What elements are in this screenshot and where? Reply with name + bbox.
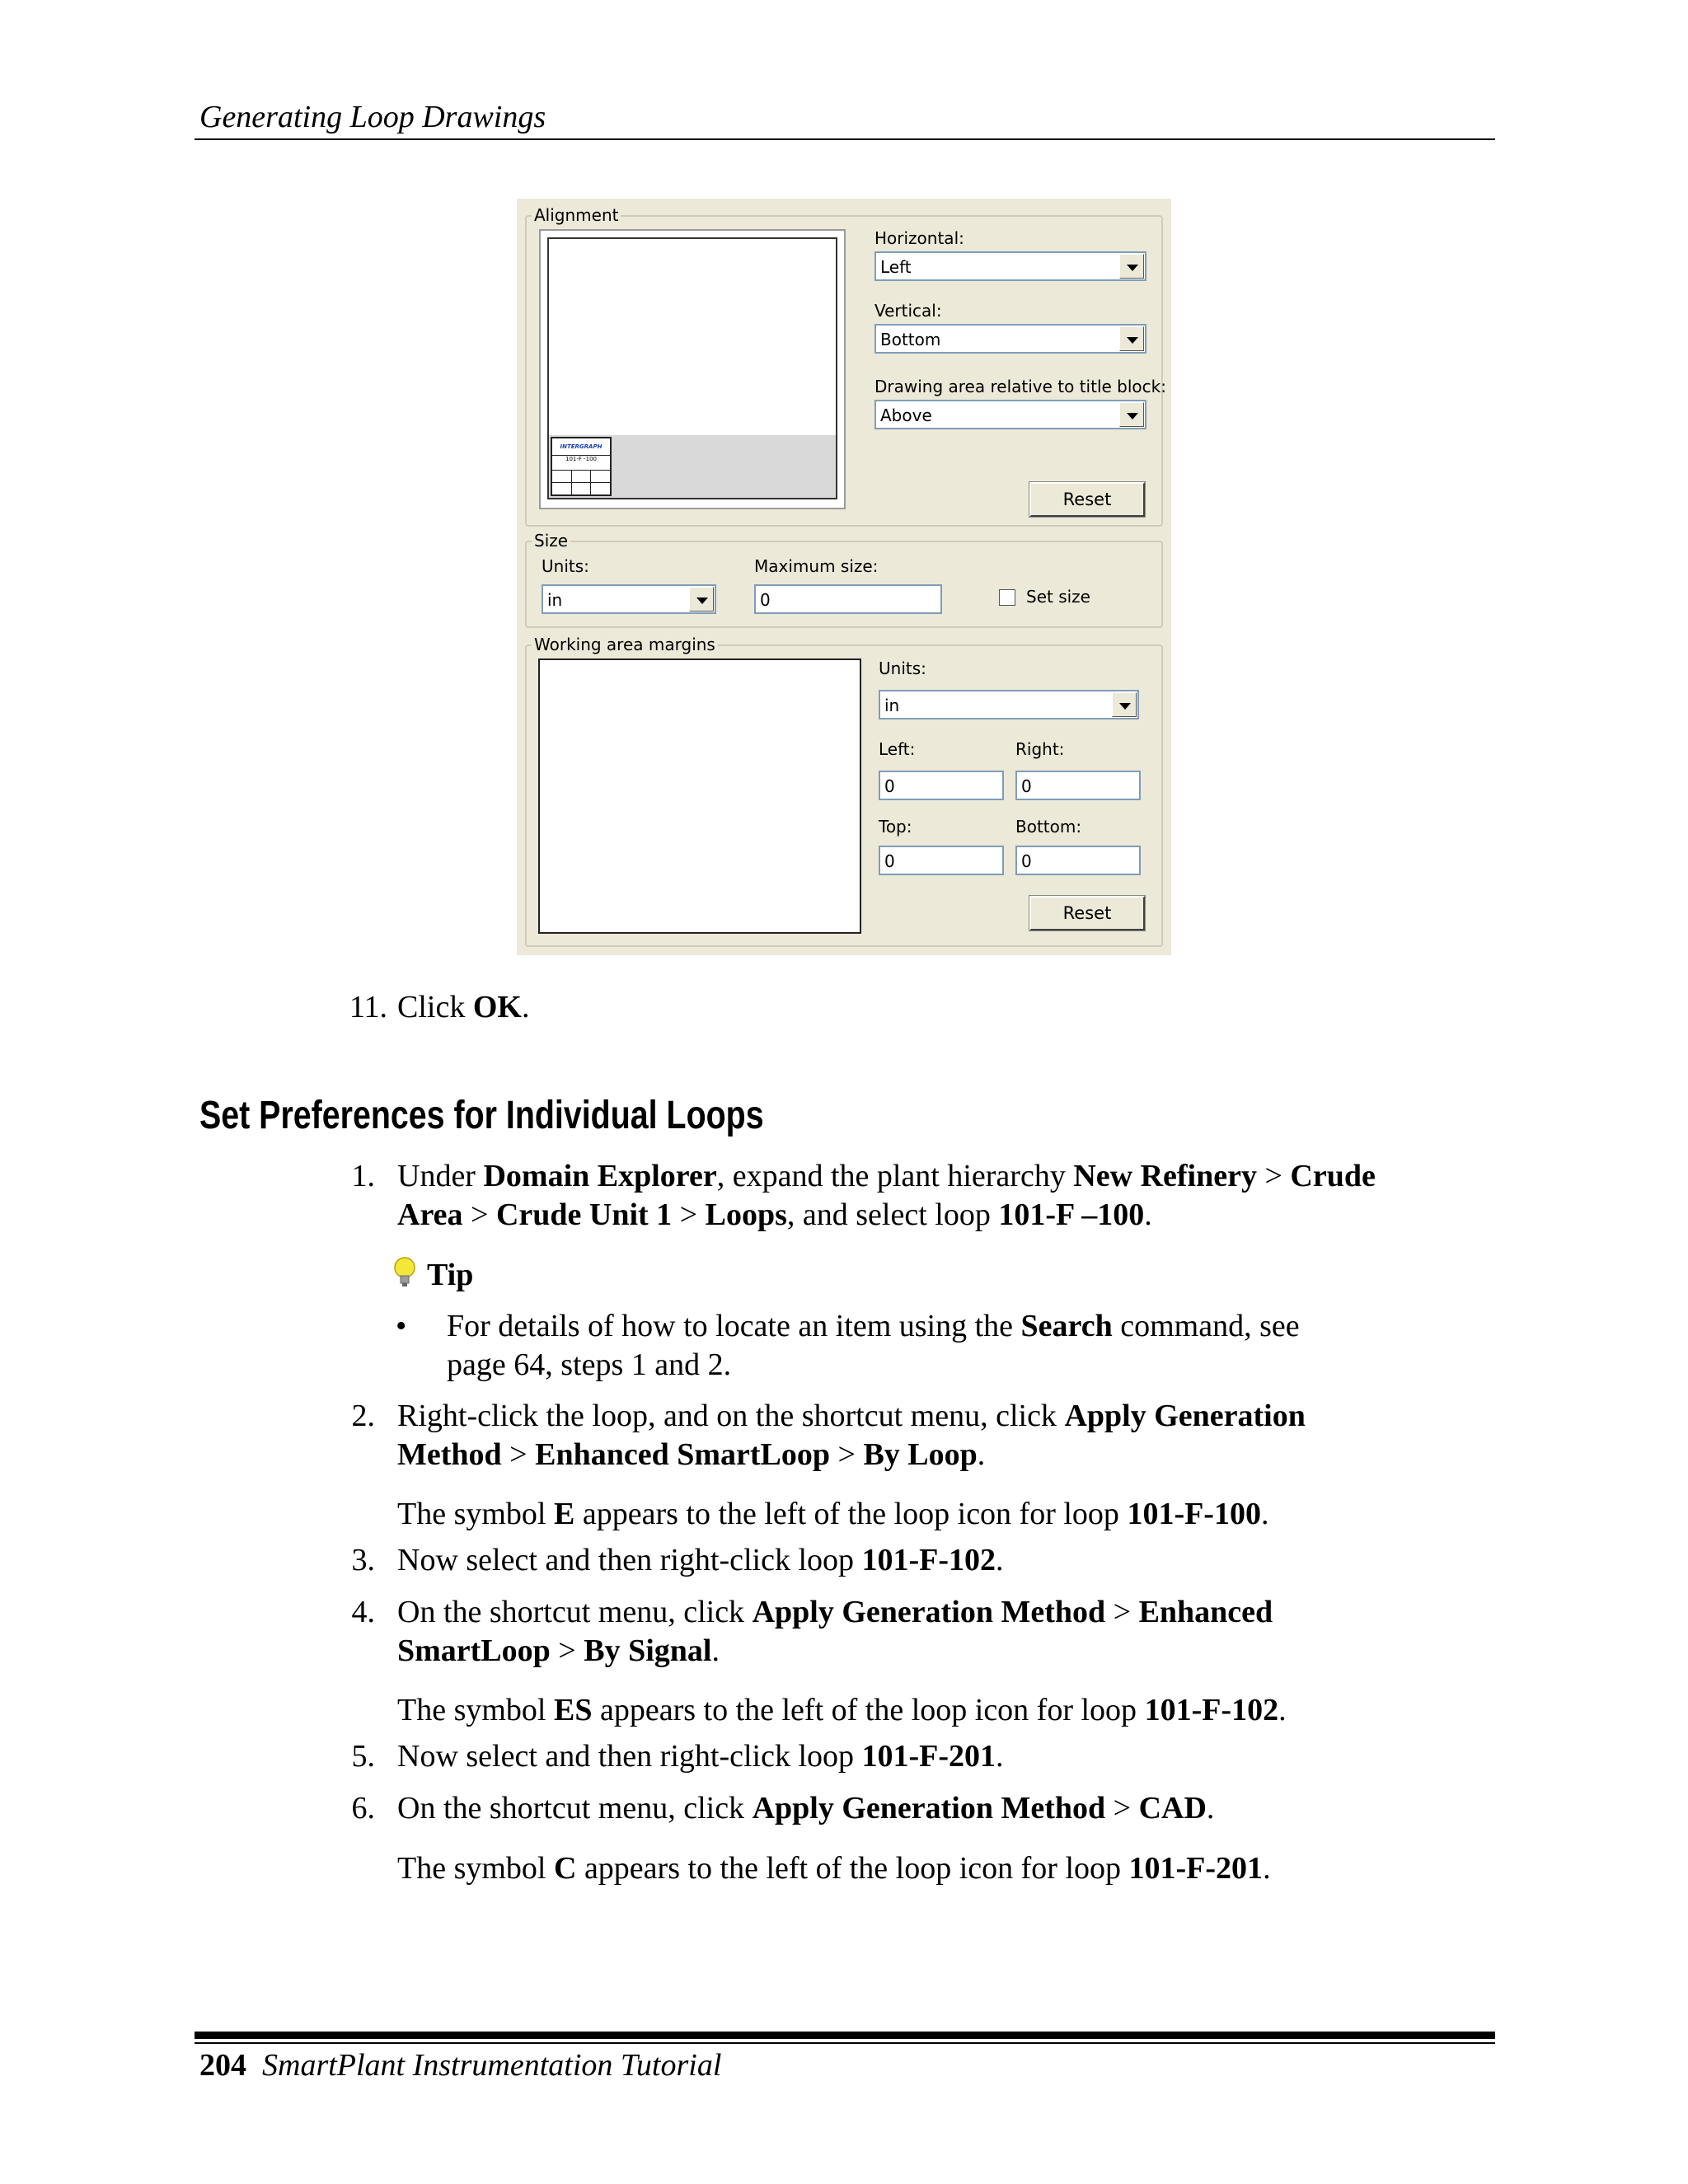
margin-right-label: Right:	[1015, 739, 1065, 759]
drawing-area-select-value: Above	[880, 405, 932, 425]
header-rule	[195, 138, 1495, 140]
chevron-down-icon[interactable]	[1119, 326, 1144, 351]
section-heading: Set Preferences for Individual Loops	[199, 1094, 764, 1137]
tip-line-1: For details of how to locate an item using the Search command, see	[447, 1309, 1300, 1343]
footer-title: SmartPlant Instrumentation Tutorial	[262, 2048, 722, 2083]
margin-right-input[interactable]	[1015, 771, 1141, 800]
step-11-text: Click OK.	[397, 990, 530, 1024]
step-4-line-2: SmartLoop > By Signal.	[397, 1633, 720, 1668]
step-3-text: Now select and then right-click loop 101-F-102.	[397, 1543, 1004, 1577]
working-area-margins-title: Working area margins	[532, 635, 718, 654]
step-5-text: Now select and then right-click loop 101-F-201.	[397, 1739, 1004, 1774]
margin-bottom-input[interactable]	[1015, 846, 1141, 875]
step-11-number: 11.	[349, 990, 387, 1024]
margins-units-select[interactable]	[879, 690, 1139, 719]
preview-loop-number: 101-F -100	[552, 455, 610, 462]
footer-rule-thick	[195, 2032, 1495, 2039]
lightbulb-icon	[392, 1256, 417, 1289]
step-1-line-1: Under Domain Explorer, expand the plant hierarchy New Refinery > Crude	[397, 1159, 1376, 1193]
step-1-line-2: Area > Crude Unit 1 > Loops, and select loop 101-F –100.	[397, 1197, 1152, 1232]
margins-units-label: Units:	[879, 658, 926, 678]
drawing-area-label: Drawing area relative to title block:	[874, 377, 1166, 396]
set-size-label[interactable]: Set size	[1026, 587, 1090, 607]
horizontal-select[interactable]	[874, 251, 1146, 281]
maximum-size-input[interactable]	[754, 584, 942, 614]
step-4-number: 4.	[351, 1595, 375, 1629]
step-5-number: 5.	[351, 1739, 375, 1774]
tip-bullet: •	[396, 1309, 407, 1343]
page-number: 204	[199, 2048, 246, 2083]
tip-label: Tip	[427, 1258, 474, 1292]
margin-left-value: 0	[884, 776, 895, 796]
chevron-down-icon[interactable]	[1119, 402, 1144, 427]
running-header: Generating Loop Drawings	[199, 100, 546, 134]
margins-preview	[538, 658, 861, 934]
alignment-group-title: Alignment	[532, 205, 621, 225]
margin-top-input[interactable]	[879, 846, 1004, 875]
step-6-line-1: On the shortcut menu, click Apply Generation Method > CAD.	[397, 1791, 1215, 1825]
preview-drawing-area	[547, 237, 837, 499]
footer-rule-thin	[195, 2042, 1495, 2044]
margin-left-input[interactable]	[879, 771, 1004, 800]
chevron-down-icon[interactable]	[1119, 254, 1144, 279]
size-units-value: in	[547, 590, 563, 610]
alignment-reset-button[interactable]: Reset	[1029, 482, 1145, 517]
maximum-size-value: 0	[760, 590, 771, 610]
drawing-layout-dialog	[517, 199, 1171, 955]
margin-left-label: Left:	[879, 739, 916, 759]
vertical-select-value: Bottom	[880, 330, 941, 349]
margins-reset-button[interactable]: Reset	[1029, 896, 1145, 930]
step-6-result: The symbol C appears to the left of the loop icon for loop 101-F-201.	[397, 1851, 1271, 1886]
size-units-select[interactable]	[542, 584, 716, 614]
margin-top-label: Top:	[879, 817, 912, 837]
step-3-number: 3.	[351, 1543, 375, 1577]
step-2-line-1: Right-click the loop, and on the shortcut menu, click Apply Generation	[397, 1399, 1306, 1433]
chevron-down-icon[interactable]	[1112, 692, 1137, 717]
tip-line-2: page 64, steps 1 and 2.	[447, 1347, 732, 1382]
margin-bottom-value: 0	[1021, 851, 1032, 871]
step-2-line-2: Method > Enhanced SmartLoop > By Loop.	[397, 1437, 986, 1472]
step-4-line-1: On the shortcut menu, click Apply Generation Method > Enhanced	[397, 1595, 1273, 1629]
drawing-area-select[interactable]	[874, 400, 1146, 429]
alignment-preview	[539, 229, 846, 509]
step-4-result: The symbol ES appears to the left of the loop icon for loop 101-F-102.	[397, 1693, 1287, 1727]
maximum-size-label: Maximum size:	[754, 556, 879, 576]
size-units-label: Units:	[542, 556, 589, 576]
margin-bottom-label: Bottom:	[1015, 817, 1082, 837]
size-group-title: Size	[532, 531, 570, 551]
preview-title-block	[551, 437, 612, 496]
step-1-number: 1.	[351, 1159, 375, 1193]
step-6-number: 6.	[351, 1791, 375, 1825]
page-footer	[199, 2047, 721, 2083]
vertical-label: Vertical:	[874, 301, 942, 321]
step-2-number: 2.	[351, 1399, 375, 1433]
preview-title-grid	[552, 470, 610, 494]
vertical-select[interactable]	[874, 324, 1146, 354]
step-2-result: The symbol E appears to the left of the loop icon for loop 101-F-100.	[397, 1497, 1269, 1531]
intergraph-logo: INTERGRAPH	[560, 443, 603, 450]
margin-right-value: 0	[1021, 776, 1032, 796]
set-size-checkbox[interactable]	[999, 589, 1015, 606]
margin-top-value: 0	[884, 851, 895, 871]
chevron-down-icon[interactable]	[689, 587, 714, 612]
horizontal-select-value: Left	[880, 257, 912, 277]
horizontal-label: Horizontal:	[874, 228, 964, 248]
margins-units-value: in	[884, 696, 900, 715]
